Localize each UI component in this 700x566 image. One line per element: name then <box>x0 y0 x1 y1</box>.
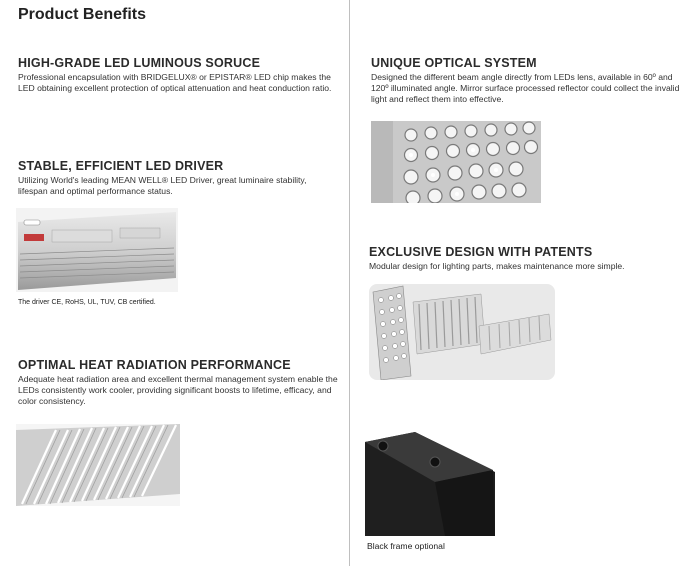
section-optical-system <box>371 56 689 105</box>
page-title: Product Benefits <box>18 6 147 23</box>
section-title: STABLE, EFFICIENT LED DRIVER <box>18 159 224 173</box>
section-title: HIGH-GRADE LED LUMINOUS SORUCE <box>18 56 261 70</box>
driver-caption: The driver CE, RoHS, UL, TUV, CB certified. <box>18 299 156 306</box>
section-title: OPTIMAL HEAT RADIATION PERFORMANCE <box>18 358 291 372</box>
section-led-driver <box>18 159 338 197</box>
heatsink-image <box>16 424 180 506</box>
section-heat-radiation <box>18 358 344 407</box>
section-exclusive-design <box>369 245 689 272</box>
frame-caption: Black frame optional <box>367 541 445 551</box>
section-body: Adequate heat radiation area and excellent thermal management system enable the LEDs consistently work cooler, providing significant boosts to lifetime, efficacy, and color consistency. <box>18 374 338 406</box>
section-title: UNIQUE OPTICAL SYSTEM <box>371 56 537 70</box>
section-body: Modular design for lighting parts, makes maintenance more simple. <box>369 261 625 271</box>
section-title: EXCLUSIVE DESIGN WITH PATENTS <box>369 245 593 259</box>
section-body: Utilizing World's leading MEAN WELL® LED Driver, great luminaire stability, lifespan and optimal performance status. <box>18 175 307 196</box>
section-led-source <box>18 56 338 94</box>
led-driver-image <box>16 208 178 292</box>
black-frame-image <box>365 432 495 536</box>
column-divider <box>349 0 350 566</box>
modular-design-image <box>369 284 555 380</box>
section-body: Professional encapsulation with BRIDGELUX® or EPISTAR® LED chip makes the LED obtaining excellent protection of optical attenuation and heat conduction ratio. <box>18 72 332 93</box>
led-lens-array-image <box>371 121 541 203</box>
section-body: Designed the different beam angle directly from LEDs lens, available in 60º and 120º illuminated angle. Mirror surface processed reflector could collect the invalid light and reflect them into effective. <box>371 72 680 104</box>
